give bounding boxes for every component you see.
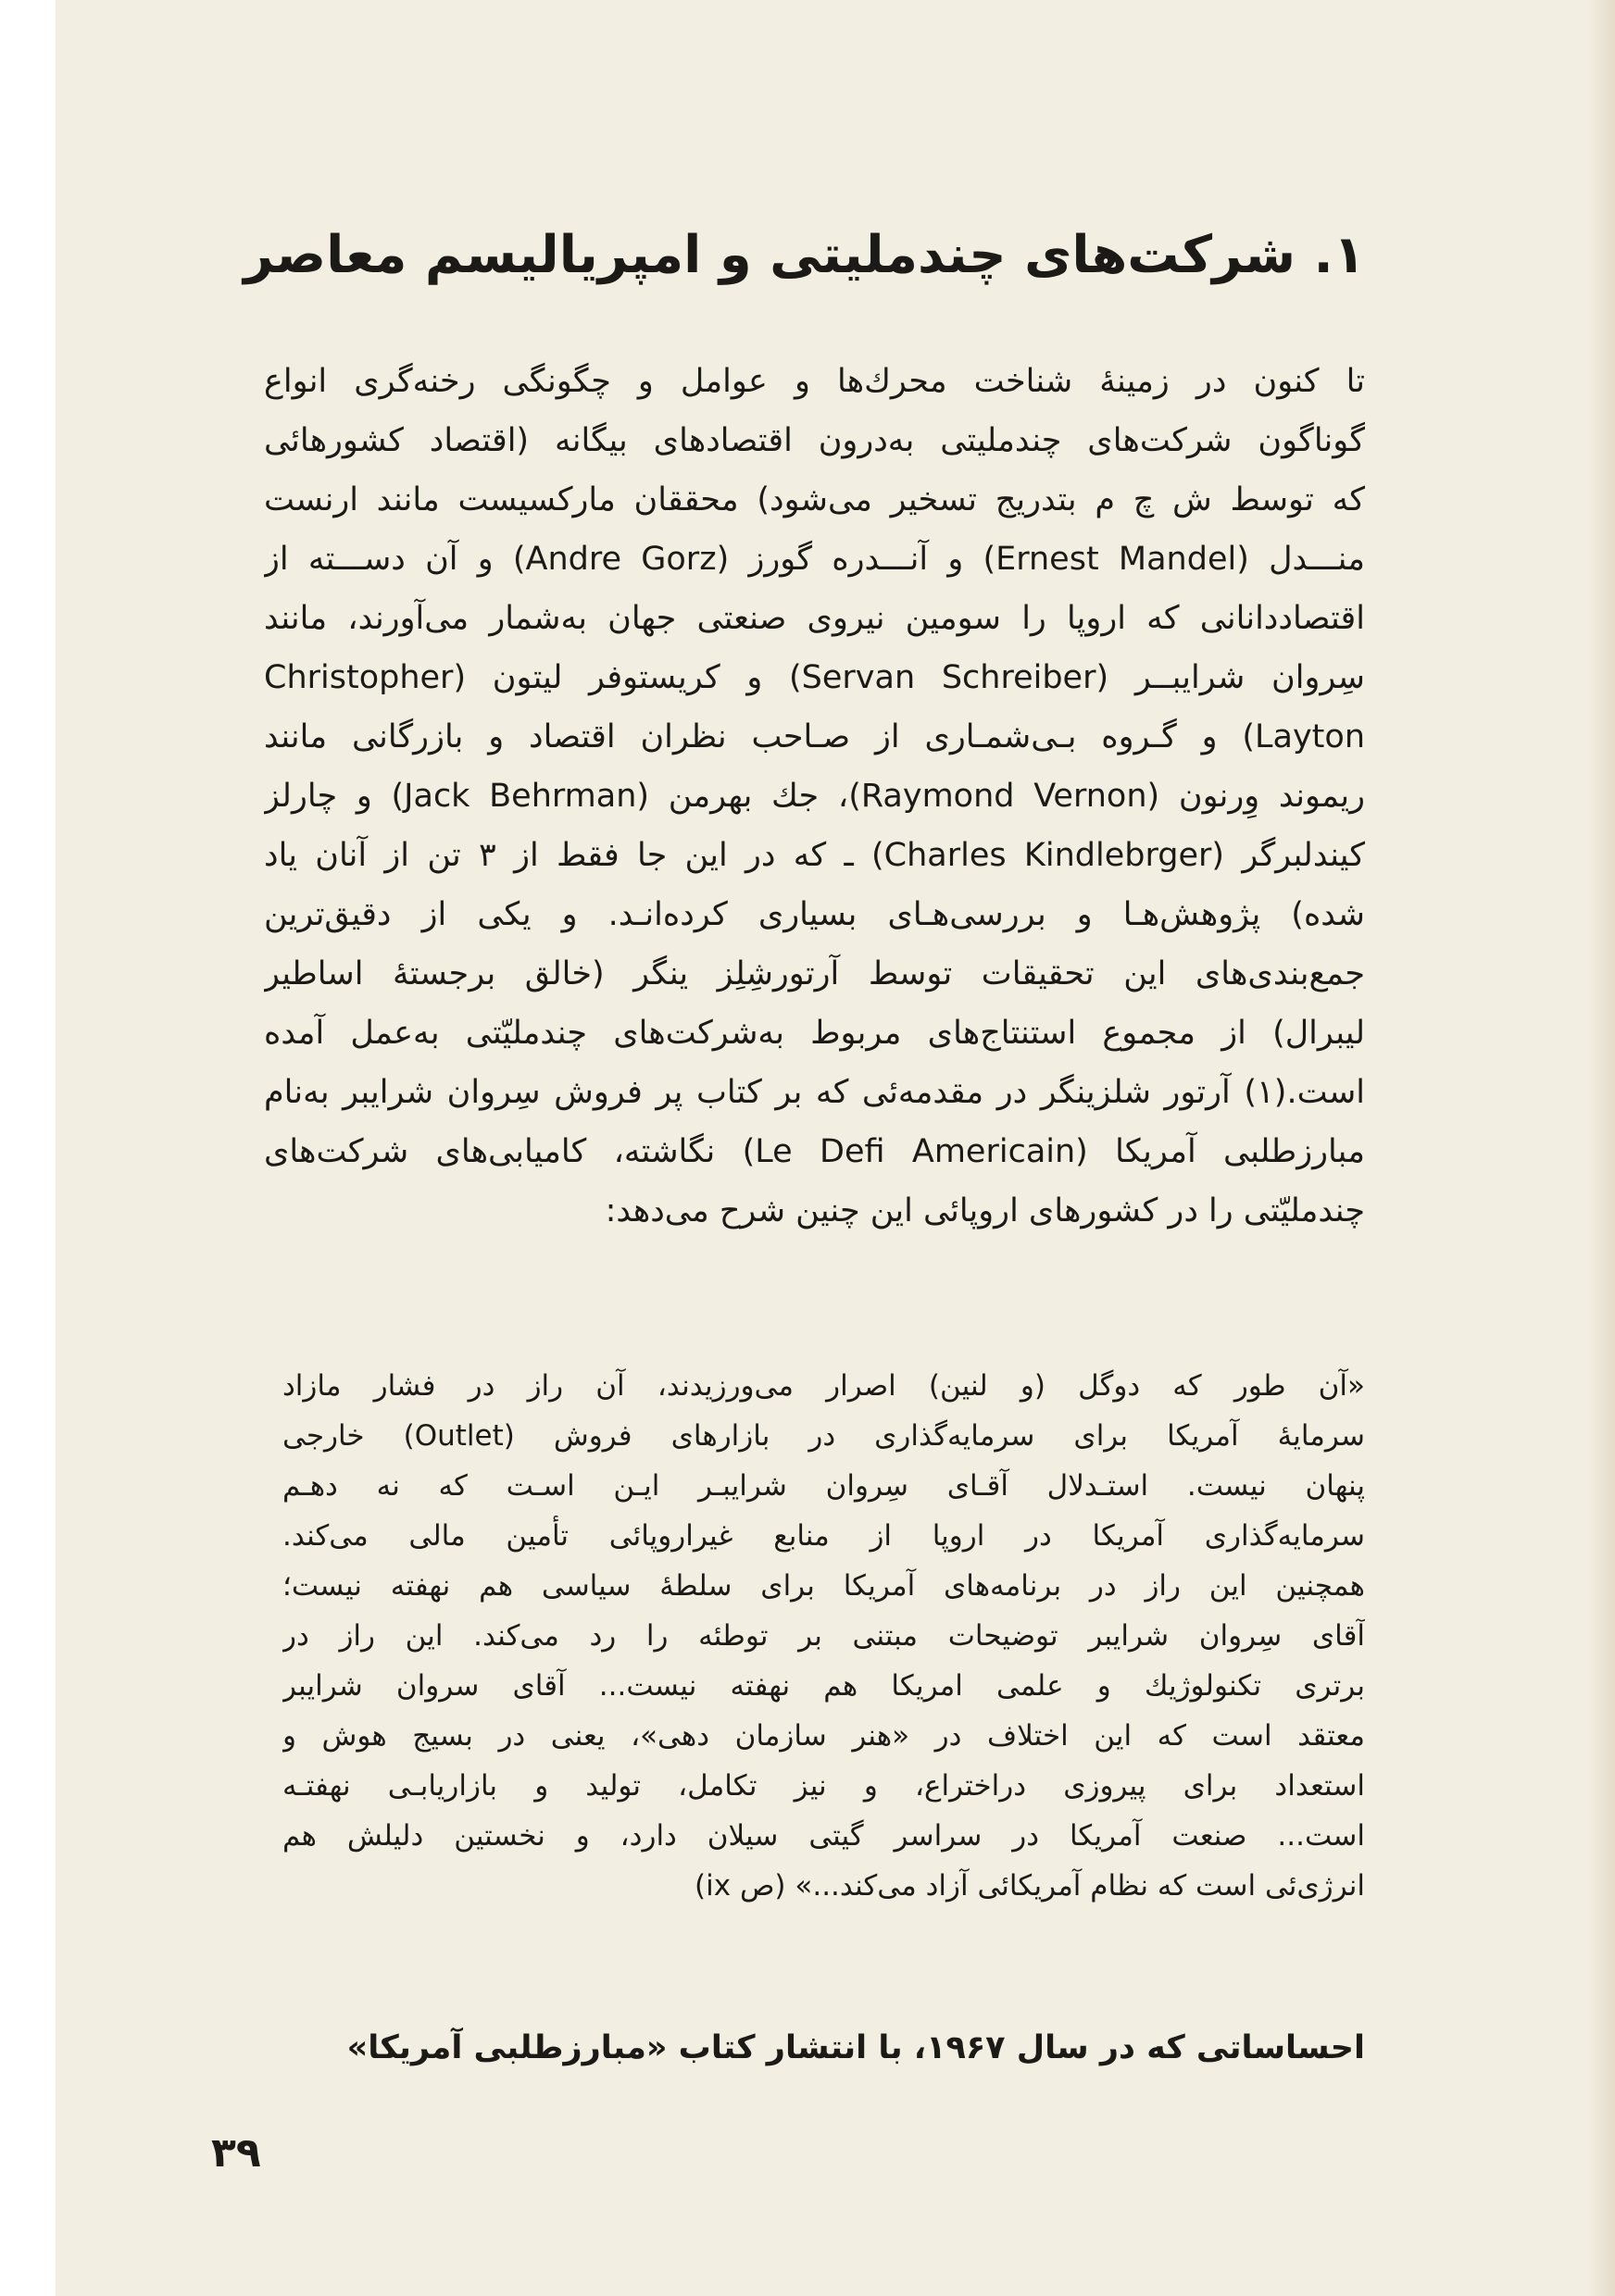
body-line: گوناگون شرکت‌های چندملیتی به‌درون اقتصادهای بیگانه (اقتصاد کشورهائی <box>264 422 1365 459</box>
body-line: است.(۱) آرتور شلزینگر در مقدمه‌ئی که بر کتاب پر فروش سِروان شرایبر به‌نام <box>264 1074 1365 1111</box>
closing-line: احساساتی که در سال ۱۹۶۷، با انتشار کتاب «مبارزطلبی آمریکا» <box>346 2029 1365 2066</box>
body-line: که توسط ش چ م بتدریج تسخیر می‌شود) محققان مارکسیست مانند ارنست <box>264 481 1365 518</box>
quote-line: سرمایه‌گذاری آمریکا در اروپا از منابع غیراروپائی تأمین مالی می‌کند. <box>282 1519 1365 1553</box>
body-line: جمع‌بندی‌های این تحقیقات توسط آرتورشِلِز ینگر (خالق برجستهٔ اساطیر <box>264 955 1365 992</box>
body-line: چندملیّتی را در کشورهای اروپائی این چنین شرح می‌دهد: <box>605 1192 1365 1229</box>
page-edge-shadow <box>1587 0 1615 2296</box>
page-margin <box>0 0 56 2296</box>
body-line: Layton) و گـروه بـی‌شمـاری از صـاحب نظران اقتصاد و بازرگانی مانند <box>264 718 1365 755</box>
body-line: اقتصاددانانی که اروپا را سومین نیروی صنعتی جهان به‌شمار می‌آورند، مانند <box>264 600 1365 637</box>
quote-line: همچنین این راز در برنامه‌های آمریکا برای سلطهٔ سیاسی هم نهفته نیست؛ <box>282 1569 1365 1603</box>
body-line: کیندلبرگر (Charles Kindlebrger) ـ که در این جا فقط از ۳ تن از آنان یاد <box>264 837 1365 874</box>
body-line: مبارزطلبی آمریکا (Le Defi Americain) نگاشته، کامیابی‌های شرکت‌های <box>264 1133 1365 1170</box>
body-line: ریموند وِرنون (Raymond Vernon)، جك بهرمن (Jack Behrman) و چارلز <box>264 778 1365 815</box>
block-quote <box>282 1361 1365 1911</box>
quote-line: «آن طور که دوگل (و لنین) اصرار می‌ورزیدند، آن راز در فشار مازاد <box>282 1369 1365 1403</box>
quote-line: استعداد برای پیروزی دراختراع، و نیز تکامل، تولید و بازاریابـی نهفتـه <box>282 1769 1365 1803</box>
body-line: سِروان شرایبــر (Servan Schreiber) و کریستوفر لیتون (Christopher <box>264 659 1365 696</box>
body-line: تا کنون در زمینهٔ شناخت محرك‌ها و عوامل و چگونگی رخنه‌گری انواع <box>264 363 1365 400</box>
quote-line: است... صنعت آمریکا در سراسر گیتی سیلان دارد، و نخستین دلیلش هم <box>282 1819 1365 1853</box>
quote-line: معتقد است که این اختلاف در «هنر سازمان دهی»، یعنی در بسیج هوش و <box>282 1719 1365 1753</box>
quote-line: سرمایهٔ آمریکا برای سرمایه‌گذاری در بازارهای فروش (Outlet) خارجی <box>282 1419 1365 1453</box>
body-line: منـــدل (Ernest Mandel) و آنـــدره گورز (Andre Gorz) و آن دســـته از <box>264 541 1365 578</box>
quote-line: انرژی‌ئی است که نظام آمریکائی آزاد می‌کند...» (ص ix) <box>695 1869 1365 1903</box>
body-line: شده) پژوهش‌هـا و بررسی‌هـای بسیاری کرده‌انـد. و یکی از دقیق‌ترین <box>264 896 1365 933</box>
chapter-title: ۱. شرکت‌های چندملیتی و امپریالیسم معاصر <box>244 225 1365 285</box>
quote-line: آقای سِروان شرایبر توضیحات مبتنی بر توطئه را رد می‌کند. این راز در <box>282 1619 1365 1653</box>
quote-line: پنهان نیست. استـدلال آقـای سِروان شرایبـر ایـن اسـت که نه دهـم <box>282 1469 1365 1503</box>
body-paragraph <box>264 352 1365 1241</box>
body-line: لیبرال) از مجموع استنتاج‌های مربوط به‌شرکت‌های چندملیّتی به‌عمل آمده <box>264 1015 1365 1052</box>
quote-line: برتری تکنولوژیك و علمی امریکا هم نهفته نیست... آقای سروان شرایبر <box>282 1669 1365 1703</box>
page-number: ۳۹ <box>211 2129 261 2177</box>
